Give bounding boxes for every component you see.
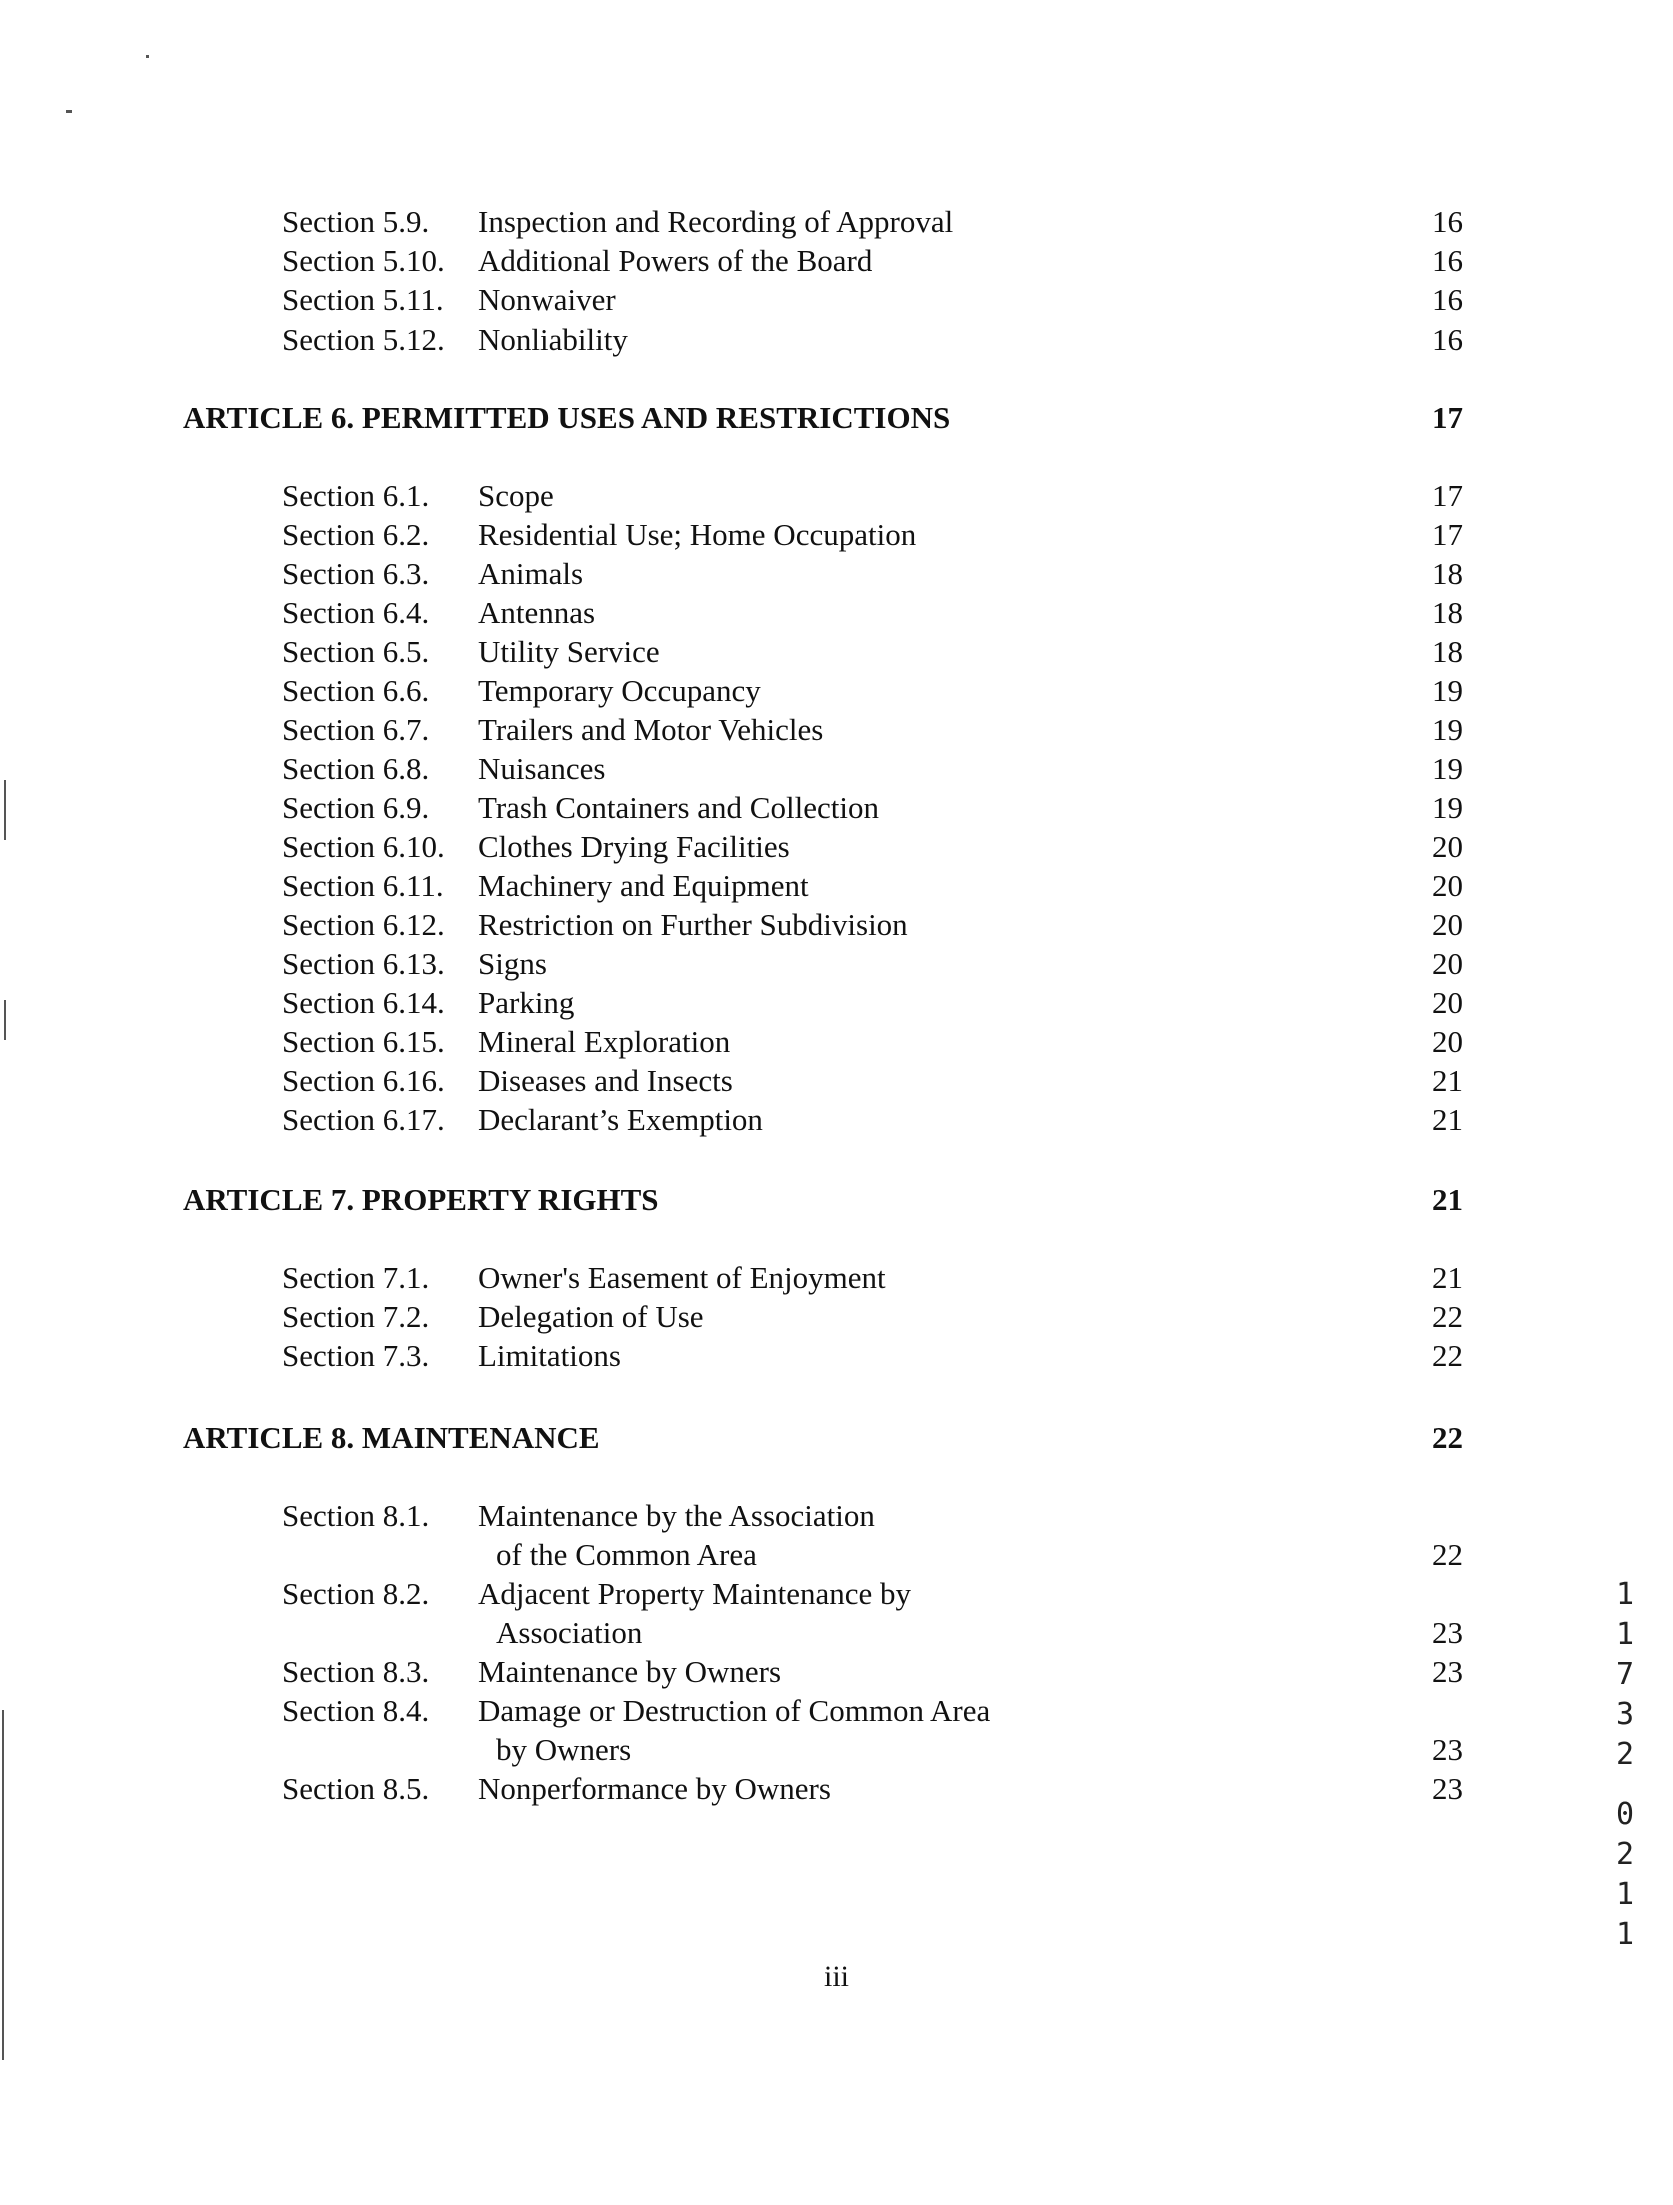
section-title-continued: by Owners [496,1732,632,1767]
section-number: Section 6.10. [282,829,445,864]
section-number: Section 6.8. [282,751,430,786]
page-number: 20 [1432,868,1463,903]
section-number: Section 6.13. [282,946,445,981]
toc-entry [0,944,1673,984]
stamp-digit: 1 [1615,1577,1635,1612]
page-number: 21 [1432,1260,1463,1295]
section-title: Trailers and Motor Vehicles [478,712,824,747]
section-title: Parking [478,985,575,1020]
section-number: Section 5.9. [282,204,430,239]
toc-entry [0,983,1673,1023]
page-number: 21 [1432,1063,1463,1098]
page-number: 18 [1432,634,1463,669]
toc-entry [0,866,1673,906]
section-number: Section 8.3. [282,1654,430,1689]
page-number: 23 [1432,1732,1463,1767]
stamp-digit: 3 [1615,1697,1635,1732]
page-number: 20 [1432,1024,1463,1059]
toc-entry-continuation [0,1730,1673,1770]
section-title: Owner's Easement of Enjoyment [478,1260,886,1295]
article-title: ARTICLE 6. PERMITTED USES AND RESTRICTIONS [183,400,951,435]
footer-page-number: iii [823,1960,849,1993]
toc-entry-continuation [0,1535,1673,1575]
section-title: Limitations [478,1338,621,1373]
section-number: Section 6.3. [282,556,430,591]
section-title: Additional Powers of the Board [478,243,873,278]
section-number: Section 6.14. [282,985,445,1020]
stamp-digit: 1 [1615,1617,1635,1652]
page-number: 20 [1432,907,1463,942]
toc-entry [0,1336,1673,1376]
page-number: 22 [1432,1537,1463,1572]
toc-entry [0,1061,1673,1101]
page-number: 20 [1432,985,1463,1020]
toc-entry [0,593,1673,633]
stamp-digit: 2 [1615,1837,1635,1872]
section-title: Machinery and Equipment [478,868,809,903]
section-number: Section 5.12. [282,322,445,357]
section-number: Section 6.1. [282,478,430,513]
section-title: Clothes Drying Facilities [478,829,790,864]
section-number: Section 6.5. [282,634,430,669]
article-heading [0,1418,1673,1458]
section-number: Section 8.2. [282,1576,430,1611]
toc-entry [0,1022,1673,1062]
page-number: 23 [1432,1615,1463,1650]
toc-entry [0,1691,1673,1731]
stamp-digit: 0 [1615,1797,1635,1832]
article-heading [0,398,1673,438]
stamp-digit: 2 [1615,1737,1635,1772]
page-number: 19 [1432,751,1463,786]
toc-entry [0,827,1673,867]
section-number: Section 6.7. [282,712,430,747]
section-title: Damage or Destruction of Common Area [478,1693,991,1728]
toc-entry-continuation [0,1613,1673,1653]
section-number: Section 8.4. [282,1693,430,1728]
toc-entry [0,280,1673,320]
page-number: 16 [1432,204,1463,239]
toc-entry [0,1258,1673,1298]
section-number: Section 7.3. [282,1338,430,1373]
section-number: Section 6.2. [282,517,430,552]
toc-entry [0,1100,1673,1140]
article-heading [0,1180,1673,1220]
page-number: 23 [1432,1654,1463,1689]
section-title: Temporary Occupancy [478,673,761,708]
stamp-digit: 1 [1615,1877,1635,1912]
toc-entry [0,241,1673,281]
section-number: Section 7.2. [282,1299,430,1334]
toc-entry [0,905,1673,945]
section-title: Inspection and Recording of Approval [478,204,954,239]
page-number: 21 [1432,1102,1463,1137]
scan-mark [146,55,149,58]
toc-entry [0,1297,1673,1337]
section-number: Section 5.10. [282,243,445,278]
page-number: 16 [1432,282,1463,317]
section-title: Maintenance by the Association [478,1498,875,1533]
page-number: 18 [1432,556,1463,591]
toc-entry [0,632,1673,672]
page-number: 19 [1432,790,1463,825]
scan-mark [66,110,72,113]
toc-entry [0,749,1673,789]
toc-entry [0,1574,1673,1614]
section-title: Residential Use; Home Occupation [478,517,917,552]
page-number: 19 [1432,712,1463,747]
page-number: 22 [1432,1299,1463,1334]
section-title: Declarant’s Exemption [478,1102,763,1137]
section-title: Scope [478,478,554,513]
section-number: Section 5.11. [282,282,444,317]
section-title: Adjacent Property Maintenance by [478,1576,911,1611]
page-number: 16 [1432,243,1463,278]
page-number: 20 [1432,946,1463,981]
toc-entry [0,1496,1673,1536]
article-title: ARTICLE 8. MAINTENANCE [183,1420,600,1455]
page-number: 22 [1432,1338,1463,1373]
section-number: Section 6.9. [282,790,430,825]
toc-entry [0,788,1673,828]
section-title: Nonliability [478,322,628,357]
toc-entry [0,671,1673,711]
section-title: Maintenance by Owners [478,1654,782,1689]
article-page-number: 17 [1432,400,1463,435]
stamp-digit: 7 [1615,1657,1635,1692]
recording-stamp [1605,1575,1645,1955]
section-title: Delegation of Use [478,1299,704,1334]
page-number: 23 [1432,1771,1463,1806]
section-title: Utility Service [478,634,660,669]
section-title: Nonperformance by Owners [478,1771,831,1806]
page-number: 18 [1432,595,1463,630]
section-title: Mineral Exploration [478,1024,731,1059]
toc-entry [0,202,1673,242]
section-title-continued: of the Common Area [496,1537,757,1572]
toc-entry [0,320,1673,360]
section-number: Section 8.5. [282,1771,430,1806]
section-number: Section 6.16. [282,1063,445,1098]
article-page-number: 22 [1432,1420,1463,1455]
section-title: Diseases and Insects [478,1063,733,1098]
section-title: Restriction on Further Subdivision [478,907,908,942]
page-number: 17 [1432,517,1463,552]
section-number: Section 6.15. [282,1024,445,1059]
section-number: Section 7.1. [282,1260,430,1295]
page-number: 20 [1432,829,1463,864]
section-title-continued: Association [496,1615,643,1650]
section-number: Section 6.4. [282,595,430,630]
section-title: Nuisances [478,751,606,786]
toc-entry [0,476,1673,516]
section-number: Section 6.11. [282,868,444,903]
toc-entry [0,1652,1673,1692]
stamp-digit: 1 [1615,1917,1635,1952]
section-title: Antennas [478,595,596,630]
section-number: Section 6.17. [282,1102,445,1137]
toc-entry [0,515,1673,555]
toc-entry [0,1769,1673,1809]
section-number: Section 6.12. [282,907,445,942]
page-number: 19 [1432,673,1463,708]
stamp-gap [1605,1775,1645,1795]
section-title: Signs [478,946,547,981]
article-title: ARTICLE 7. PROPERTY RIGHTS [183,1182,659,1217]
section-number: Section 8.1. [282,1498,430,1533]
toc-entry [0,710,1673,750]
section-title: Trash Containers and Collection [478,790,879,825]
article-page-number: 21 [1432,1182,1463,1217]
page-number: 17 [1432,478,1463,513]
section-title: Animals [478,556,584,591]
section-title: Nonwaiver [478,282,616,317]
section-number: Section 6.6. [282,673,430,708]
toc-entry [0,554,1673,594]
page-number: 16 [1432,322,1463,357]
